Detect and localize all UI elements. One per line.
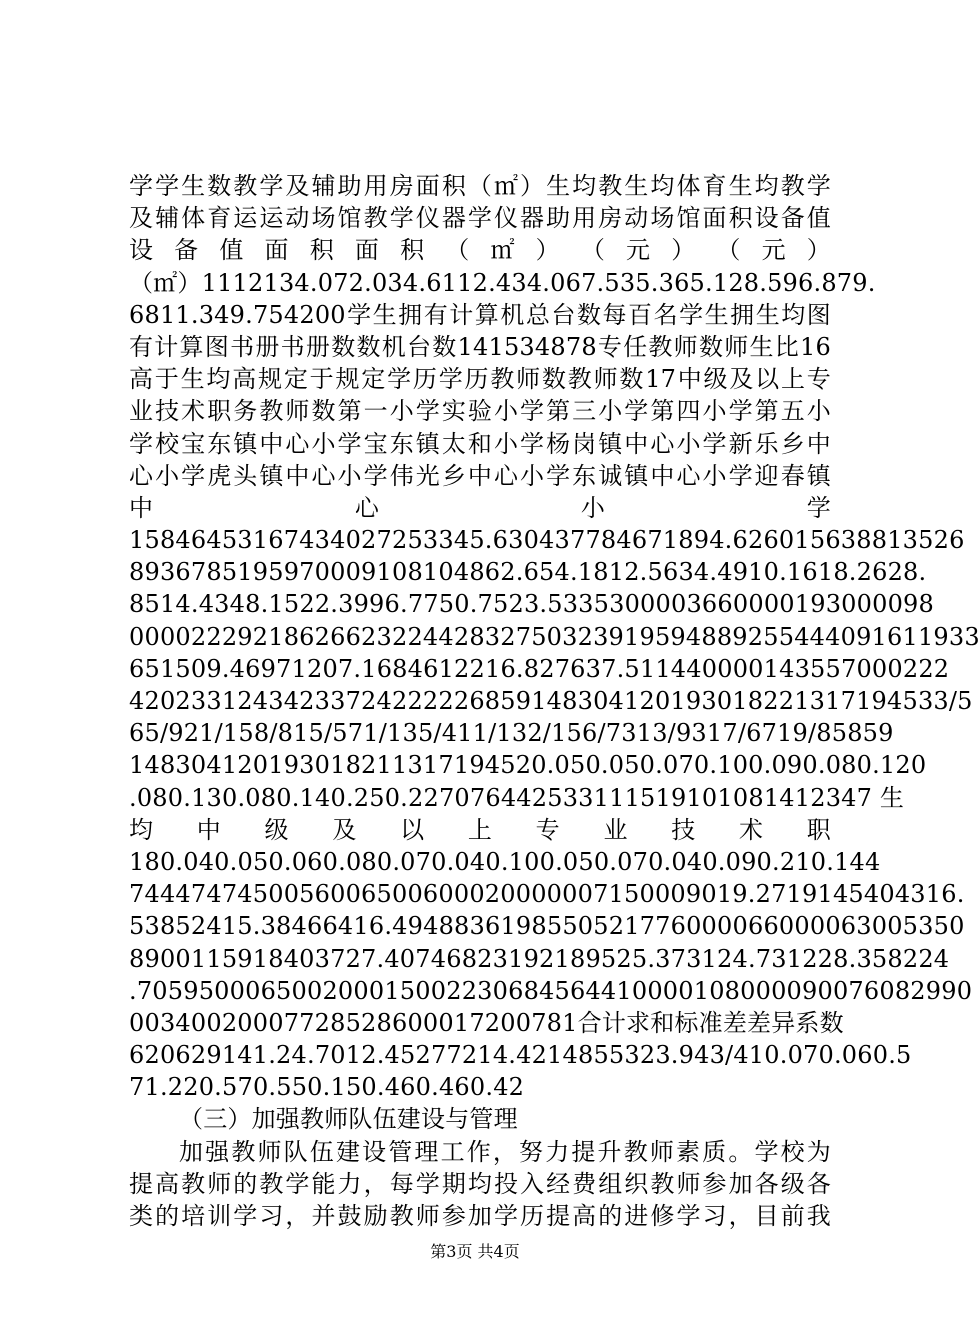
paragraph-line: 提高教师的教学能力，每学期均投入经费组织教师参加各级各 (129, 1169, 831, 1198)
body-line: 心小学虎头镇中心小学伟光乡中心小学东诚镇中心小学迎春镇 (129, 461, 831, 490)
body-line: 学学生数教学及辅助用房面积（㎡）生均教生均体育生均教学 (129, 172, 831, 200)
body-line: 15846453167434027253345.630437784671894.626015638813526 (129, 526, 965, 555)
body-line: 53852415.38466416.4948836198550521776000066000063005350 (129, 912, 965, 941)
body-line: 及辅体育运运动场馆教学仪器学仪器助用房动场馆面积设备值 (129, 204, 831, 233)
body-line: 有计算图书册书册数数机台数141534878专任教师数师生比16 (129, 332, 831, 361)
body-line: 620629141.24.7012.45277214.4214855323.943/410.070.060.5 (129, 1041, 912, 1070)
paragraph-line: 加强教师队伍建设管理工作，努力提升教师素质。学校为 (179, 1137, 831, 1166)
body-line: 8900115918403727.40746823192189525.373124.731228.358224 (129, 944, 950, 973)
body-line: 设 备 值 面 积 面 积 （ ㎡ ） （ 元 ） （ 元 ） (129, 236, 831, 265)
body-line: 业技术职务教师数第一小学实验小学第三小学第四小学第五小 (129, 397, 831, 426)
body-line: 65/921/158/815/571/135/411/132/156/7313/9317/6719/85859 (129, 719, 894, 748)
document-body (129, 170, 980, 1232)
paragraph-line: 类的培训学习，并鼓励教师参加学历提高的进修学习，目前我 (129, 1202, 831, 1230)
body-line: 中 心 小 学 (129, 493, 831, 522)
body-line: 651509.46971207.1684612216.827637.511440000143557000222 (129, 654, 950, 683)
body-line: 0034002000772852860001720078​1合计求和标准差差异系数 (129, 1008, 844, 1037)
body-line: 高于生均高规定于规定学历学历教师数教师数17中级及以上专 (129, 365, 831, 394)
body-line: 6811.349.754200学生拥有计算机总台数每百名学生拥生均图 (129, 300, 831, 329)
body-line: 均 中 级 及 以 上 专 业 技 术 职 (129, 815, 831, 844)
body-line: 1483041201930182113171945​20.050.050.070.100.090.080.120 (129, 751, 927, 780)
body-line: 89367851959700091081048​62.654.1812.5634.4910.1618.2628. (129, 558, 927, 587)
body-line: 00002229218626623224428327503239195948892554440916119​33 (129, 622, 980, 651)
body-line: 8514.4348.1522.3996.7750.7523.5335300003660000193000098 (129, 590, 934, 619)
body-line: .70595000650020001500223068456441000010800009007608299​0 (129, 976, 973, 1005)
body-line: 71.220.570.550.150.460.460.42 (129, 1073, 525, 1102)
body-line: 学校宝东镇中心小学宝东镇太和小学杨岗镇中心小学新乐乡中 (129, 429, 831, 458)
body-line: 7444747450056006500600020000007150009019.2719145404316. (129, 880, 965, 909)
page-footer: 第3页 共4页 (430, 1242, 520, 1261)
body-line: （㎡）1112134.072.034.6112.434.067.535.365.128.596.879. (129, 268, 876, 297)
section-heading: （三）加强教师队伍建设与管理 (179, 1105, 518, 1134)
body-line: .080.130.080.140.250.2270764425331115191010814123​47 生 (129, 783, 905, 812)
body-line: 420233124342337242222268591483041201930182213171945​33/5 (129, 687, 973, 715)
body-line: 180.040.050.060.080.070.040.100.050.070.040.090.210.144 (129, 847, 881, 876)
